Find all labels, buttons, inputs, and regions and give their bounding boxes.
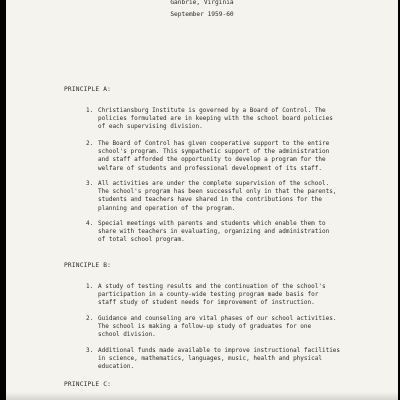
principle-a-item-4 [86, 220, 386, 245]
principle-a-item-2 [86, 140, 386, 173]
item-text: Additional funds made available to improve instructional facilities in science, mathematics, languages, music, health and physical education. [98, 347, 341, 371]
principle-b-item-2 [86, 315, 386, 340]
header-date: September 1959-60 [170, 11, 234, 18]
item-number: 1. [86, 283, 94, 290]
principle-b-item-3 [86, 347, 386, 372]
item-number: 3. [86, 180, 94, 187]
principle-b-item-1 [86, 283, 386, 308]
item-number: 4. [86, 220, 94, 227]
item-text: Special meetings with parents and students which enable them to share with teachers in evaluating, organizing and administration of total school program. [98, 220, 330, 244]
item-text: All activities are under the complete supervision of the school. The school's program has been successful only in that the parents, students and teachers have shared in the contributions for the planning and operation of the program. [98, 180, 337, 212]
item-number: 2. [86, 315, 94, 322]
principle-a-item-1 [86, 107, 386, 132]
item-text: A study of testing results and the continuation of the school's participation in a county-wide testing program made basis for staff study of student needs for improvement of instruction. [98, 283, 326, 307]
document-header [6, 0, 398, 22]
item-number: 2. [86, 140, 94, 147]
item-text: The Board of Control has given cooperative support to the entire school's program. This sympathetic support of the administration and staff afforded the opportunity to develop a program for the welfare of students and professional development of its staff. [98, 140, 330, 172]
header-location: Ganbrie, Virginia [170, 0, 234, 6]
item-number: 1. [86, 107, 94, 114]
page-bottom-edge [6, 392, 398, 400]
item-number: 3. [86, 347, 94, 354]
item-text: Christiansburg Institute is governed by a Board of Control. The policies formulated are in keeping with the school board policies of each supervising division. [98, 107, 333, 131]
principle-b-heading: PRINCIPLE B: [64, 262, 112, 269]
principle-a-heading: PRINCIPLE A: [64, 86, 112, 93]
principle-c-heading: PRINCIPLE C: [64, 381, 112, 388]
principle-a-item-3 [86, 180, 386, 213]
document-page [6, 0, 398, 400]
item-text: Guidance and counseling are vital phases of our school activities. The school is making a follow-up study of graduates for one school division. [98, 315, 337, 339]
